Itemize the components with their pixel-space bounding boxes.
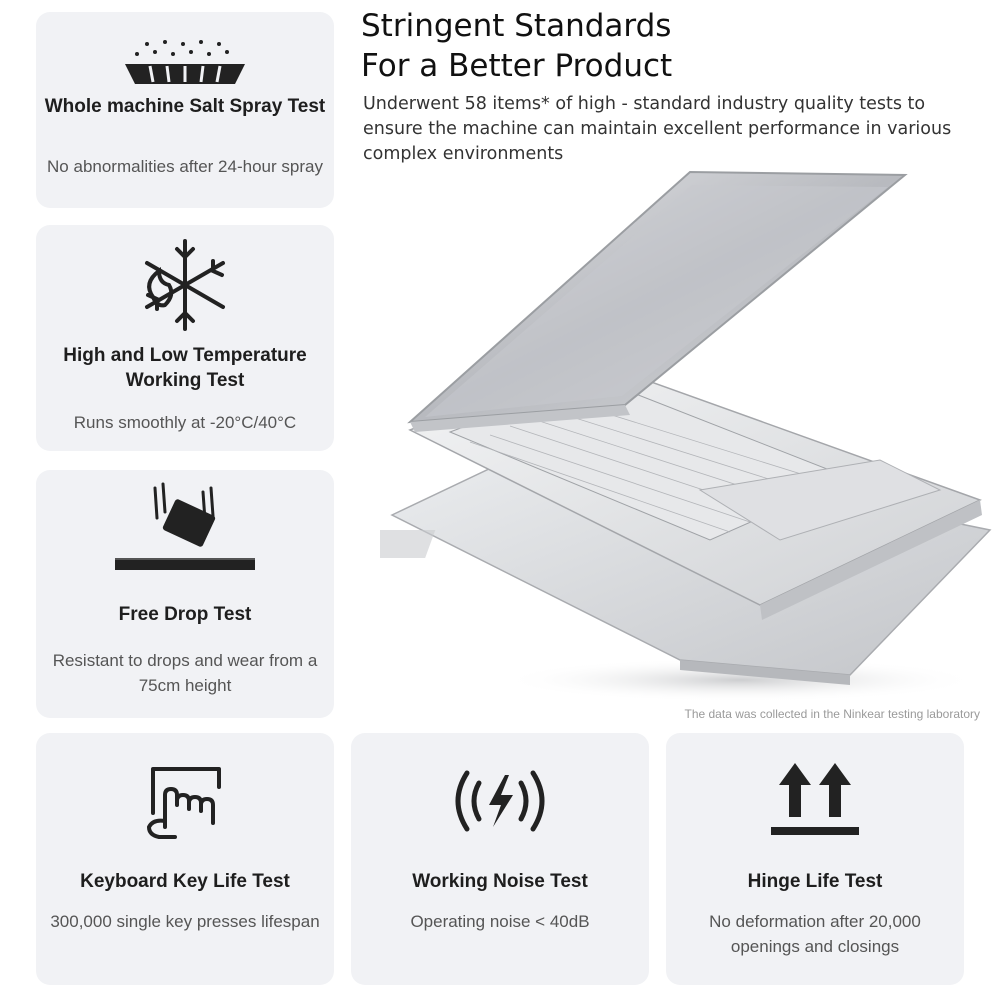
test-title: High and Low Temperature Working Test bbox=[63, 345, 307, 391]
drop-icon bbox=[105, 478, 265, 578]
test-description: No abnormalities after 24-hour spray bbox=[47, 157, 323, 176]
hinge-arrows-icon bbox=[765, 759, 865, 841]
test-card-salt-spray bbox=[36, 12, 334, 208]
headline-line-1: Stringent Standards bbox=[361, 8, 672, 44]
test-description: No deformation after 20,000 openings and closings bbox=[709, 912, 921, 956]
test-description: 300,000 single key presses lifespan bbox=[50, 912, 320, 931]
test-title: Working Noise Test bbox=[412, 871, 588, 892]
headline-subtitle: Underwent 58 items* of high - standard industry quality tests to ensure the machine can maintain excellent performance in various complex environments bbox=[363, 94, 952, 164]
test-title: Whole machine Salt Spray Test bbox=[44, 96, 326, 117]
headline-line-2: For a Better Product bbox=[361, 48, 673, 84]
footnote: The data was collected in the Ninkear testing laboratory bbox=[684, 707, 980, 721]
test-title: Free Drop Test bbox=[118, 604, 252, 625]
test-description: Operating noise < 40dB bbox=[410, 912, 590, 931]
noise-icon bbox=[445, 761, 555, 841]
laptop-exploded-illustration bbox=[380, 160, 1000, 710]
page-headline bbox=[361, 6, 961, 86]
test-card-noise bbox=[351, 733, 649, 985]
test-card-temperature bbox=[36, 225, 334, 451]
keyboard-press-icon bbox=[135, 761, 235, 841]
test-card-hinge bbox=[666, 733, 964, 985]
test-card-drop bbox=[36, 470, 334, 718]
salt-spray-icon bbox=[115, 36, 255, 96]
test-description: Resistant to drops and wear from a 75cm height bbox=[52, 651, 318, 695]
test-title: Hinge Life Test bbox=[747, 871, 883, 892]
test-title: Keyboard Key Life Test bbox=[80, 871, 290, 892]
temperature-icon bbox=[135, 235, 235, 335]
test-description: Runs smoothly at -20°C/40°C bbox=[73, 413, 297, 432]
test-card-keyboard bbox=[36, 733, 334, 985]
